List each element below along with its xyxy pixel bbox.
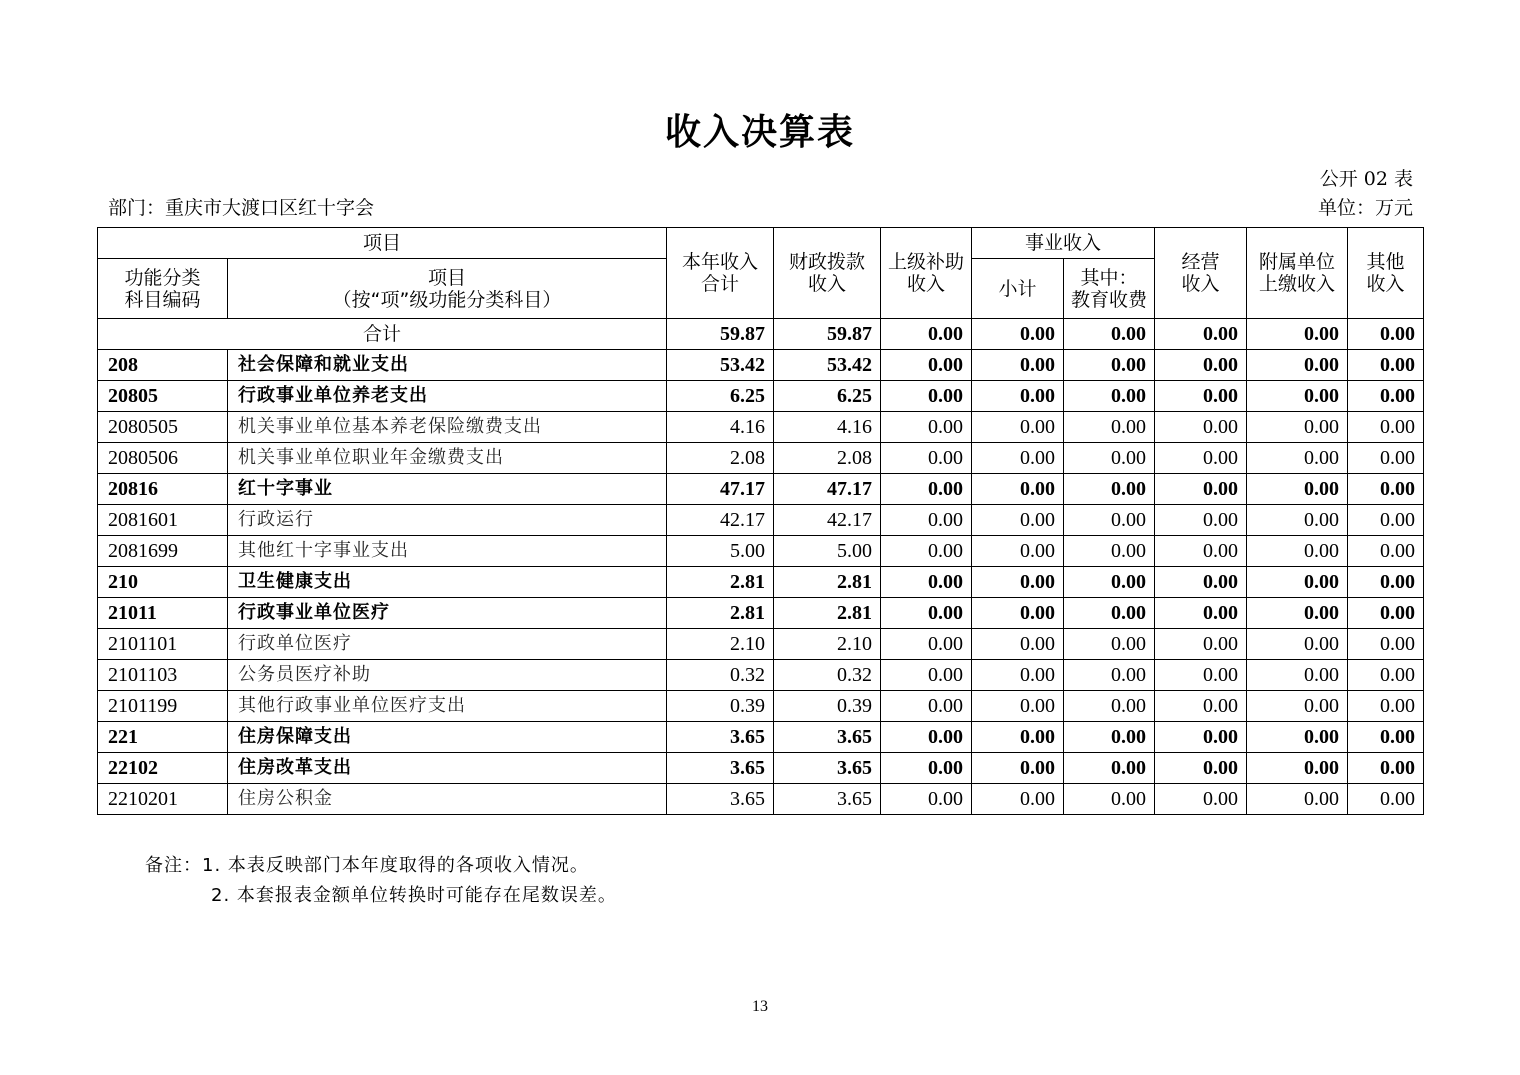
row-value: 0.00 <box>972 505 1064 536</box>
row-name: 社会保障和就业支出 <box>228 350 667 381</box>
row-value: 0.00 <box>972 474 1064 505</box>
row-value: 0.00 <box>972 412 1064 443</box>
row-value: 0.00 <box>881 691 972 722</box>
row-value: 0.00 <box>1064 629 1155 660</box>
row-code: 20816 <box>98 474 228 505</box>
page-title: 收入决算表 <box>664 112 855 153</box>
header-affiliate: 附属单位 上缴收入 <box>1247 228 1348 319</box>
row-value: 2.81 <box>774 567 881 598</box>
row-value: 4.16 <box>774 412 881 443</box>
row-value: 0.00 <box>881 660 972 691</box>
row-value: 0.39 <box>774 691 881 722</box>
row-code: 208 <box>98 350 228 381</box>
row-value: 0.00 <box>972 443 1064 474</box>
row-value: 0.00 <box>1155 722 1247 753</box>
row-value: 0.00 <box>881 474 972 505</box>
row-name: 住房改革支出 <box>228 753 667 784</box>
row-value: 0.00 <box>1348 784 1424 815</box>
total-row <box>98 319 1424 350</box>
row-value: 2.81 <box>667 567 774 598</box>
row-value: 3.65 <box>667 722 774 753</box>
table-row <box>98 629 1424 660</box>
table-row <box>98 474 1424 505</box>
row-value: 0.00 <box>1247 505 1348 536</box>
row-value: 0.32 <box>667 660 774 691</box>
row-value: 0.00 <box>1155 350 1247 381</box>
table-row <box>98 412 1424 443</box>
row-value: 0.00 <box>1064 660 1155 691</box>
row-value: 0.00 <box>972 567 1064 598</box>
row-value: 0.00 <box>1064 443 1155 474</box>
row-value: 0.32 <box>774 660 881 691</box>
total-label: 合计 <box>98 319 667 350</box>
row-name: 行政运行 <box>228 505 667 536</box>
row-value: 0.00 <box>1348 350 1424 381</box>
row-name: 行政事业单位养老支出 <box>228 381 667 412</box>
row-value: 2.08 <box>667 443 774 474</box>
header-education-fee: 其中： 教育收费 <box>1064 259 1155 319</box>
row-value: 0.00 <box>1155 567 1247 598</box>
header-business-group: 事业收入 <box>972 228 1155 259</box>
row-code: 2101199 <box>98 691 228 722</box>
row-value: 0.00 <box>1064 753 1155 784</box>
row-value: 0.00 <box>1064 536 1155 567</box>
table-row <box>98 753 1424 784</box>
row-value: 0.00 <box>1064 722 1155 753</box>
row-value: 47.17 <box>667 474 774 505</box>
header-other: 其他 收入 <box>1348 228 1424 319</box>
row-name: 公务员医疗补助 <box>228 660 667 691</box>
row-value: 0.00 <box>1247 443 1348 474</box>
row-value: 0.00 <box>1348 536 1424 567</box>
row-value: 0.00 <box>1155 784 1247 815</box>
row-name: 机关事业单位职业年金缴费支出 <box>228 443 667 474</box>
row-value: 0.00 <box>1247 660 1348 691</box>
total-cell: 0.00 <box>1064 319 1155 350</box>
row-code: 221 <box>98 722 228 753</box>
row-value: 0.00 <box>972 691 1064 722</box>
row-name: 行政单位医疗 <box>228 629 667 660</box>
row-value: 0.00 <box>1247 629 1348 660</box>
row-value: 0.00 <box>972 629 1064 660</box>
row-value: 2.08 <box>774 443 881 474</box>
row-value: 0.00 <box>972 381 1064 412</box>
row-value: 4.16 <box>667 412 774 443</box>
row-value: 0.00 <box>1155 660 1247 691</box>
row-code: 2080505 <box>98 412 228 443</box>
income-table <box>97 227 1424 815</box>
row-value: 0.00 <box>972 660 1064 691</box>
header-upper-subsidy: 上级补助 收入 <box>881 228 972 319</box>
row-value: 0.00 <box>1155 753 1247 784</box>
row-name: 行政事业单位医疗 <box>228 598 667 629</box>
row-value: 0.00 <box>1348 474 1424 505</box>
row-value: 0.00 <box>1155 474 1247 505</box>
row-value: 6.25 <box>774 381 881 412</box>
row-value: 3.65 <box>774 784 881 815</box>
row-value: 0.00 <box>1348 412 1424 443</box>
total-cell: 0.00 <box>1155 319 1247 350</box>
unit-label: 单位：万元 <box>1317 197 1413 219</box>
row-value: 0.00 <box>1247 598 1348 629</box>
row-value: 0.00 <box>881 722 972 753</box>
row-value: 0.00 <box>1348 505 1424 536</box>
row-value: 0.00 <box>881 753 972 784</box>
row-value: 0.00 <box>1247 691 1348 722</box>
table-row <box>98 536 1424 567</box>
row-value: 5.00 <box>774 536 881 567</box>
row-value: 0.00 <box>881 505 972 536</box>
row-value: 53.42 <box>667 350 774 381</box>
row-code: 2080506 <box>98 443 228 474</box>
row-code: 2081699 <box>98 536 228 567</box>
row-code: 20805 <box>98 381 228 412</box>
row-value: 0.00 <box>1064 784 1155 815</box>
table-row <box>98 381 1424 412</box>
row-name: 住房保障支出 <box>228 722 667 753</box>
row-value: 2.81 <box>667 598 774 629</box>
row-value: 0.00 <box>1155 691 1247 722</box>
row-value: 0.00 <box>1155 381 1247 412</box>
row-value: 0.00 <box>1247 381 1348 412</box>
table-body <box>98 319 1424 815</box>
header-fiscal: 财政拨款 收入 <box>774 228 881 319</box>
row-value: 0.00 <box>881 350 972 381</box>
row-value: 47.17 <box>774 474 881 505</box>
row-value: 0.39 <box>667 691 774 722</box>
row-value: 0.00 <box>1247 350 1348 381</box>
row-value: 0.00 <box>972 350 1064 381</box>
row-code: 21011 <box>98 598 228 629</box>
row-value: 2.10 <box>667 629 774 660</box>
row-code: 210 <box>98 567 228 598</box>
header-subtotal: 小计 <box>972 259 1064 319</box>
row-value: 0.00 <box>1348 722 1424 753</box>
row-value: 0.00 <box>972 536 1064 567</box>
row-value: 0.00 <box>881 567 972 598</box>
row-value: 0.00 <box>972 722 1064 753</box>
row-value: 0.00 <box>972 784 1064 815</box>
table-row <box>98 784 1424 815</box>
row-value: 0.00 <box>1155 598 1247 629</box>
total-cell: 59.87 <box>774 319 881 350</box>
row-value: 0.00 <box>972 598 1064 629</box>
row-value: 0.00 <box>1348 381 1424 412</box>
row-name: 其他红十字事业支出 <box>228 536 667 567</box>
row-value: 5.00 <box>667 536 774 567</box>
total-cell: 0.00 <box>972 319 1064 350</box>
header-operating: 经营 收入 <box>1155 228 1247 319</box>
table-row <box>98 567 1424 598</box>
row-value: 0.00 <box>1348 598 1424 629</box>
table-row <box>98 443 1424 474</box>
row-value: 0.00 <box>1348 567 1424 598</box>
row-value: 0.00 <box>1064 474 1155 505</box>
row-name: 机关事业单位基本养老保险缴费支出 <box>228 412 667 443</box>
row-value: 0.00 <box>1155 629 1247 660</box>
row-code: 2101101 <box>98 629 228 660</box>
row-name: 其他行政事业单位医疗支出 <box>228 691 667 722</box>
row-value: 0.00 <box>881 381 972 412</box>
row-value: 0.00 <box>1348 691 1424 722</box>
row-value: 6.25 <box>667 381 774 412</box>
row-value: 53.42 <box>774 350 881 381</box>
row-value: 0.00 <box>1348 443 1424 474</box>
row-value: 0.00 <box>1155 505 1247 536</box>
row-value: 0.00 <box>881 629 972 660</box>
header-total: 本年收入 合计 <box>667 228 774 319</box>
table-row <box>98 691 1424 722</box>
row-value: 0.00 <box>1064 381 1155 412</box>
total-cell: 59.87 <box>667 319 774 350</box>
row-value: 0.00 <box>1155 412 1247 443</box>
row-code: 2101103 <box>98 660 228 691</box>
table-row <box>98 598 1424 629</box>
row-value: 0.00 <box>1064 598 1155 629</box>
row-code: 2081601 <box>98 505 228 536</box>
row-value: 0.00 <box>1064 691 1155 722</box>
row-code: 22102 <box>98 753 228 784</box>
header-code: 功能分类 科目编码 <box>98 259 228 319</box>
row-name: 住房公积金 <box>228 784 667 815</box>
row-value: 0.00 <box>1247 412 1348 443</box>
row-name: 卫生健康支出 <box>228 567 667 598</box>
row-value: 0.00 <box>1247 567 1348 598</box>
row-value: 0.00 <box>881 784 972 815</box>
row-value: 0.00 <box>1348 660 1424 691</box>
row-value: 0.00 <box>1155 536 1247 567</box>
total-cell: 0.00 <box>1348 319 1424 350</box>
row-value: 0.00 <box>1064 350 1155 381</box>
table-number: 公开 02 表 <box>1319 168 1413 190</box>
row-value: 0.00 <box>1064 412 1155 443</box>
note-line-2: 2. 本套报表金额单位转换时可能存在尾数误差。 <box>211 885 617 906</box>
row-value: 0.00 <box>972 753 1064 784</box>
note-line-1: 备注：1. 本表反映部门本年度取得的各项收入情况。 <box>145 855 589 876</box>
row-value: 0.00 <box>1247 536 1348 567</box>
header-item: 项目 （按“项”级功能分类科目） <box>228 259 667 319</box>
total-cell: 0.00 <box>881 319 972 350</box>
table-row <box>98 722 1424 753</box>
header-item-group: 项目 <box>98 228 667 259</box>
table-row <box>98 660 1424 691</box>
row-value: 0.00 <box>1247 753 1348 784</box>
row-value: 0.00 <box>881 412 972 443</box>
row-value: 2.10 <box>774 629 881 660</box>
row-value: 42.17 <box>774 505 881 536</box>
row-value: 0.00 <box>1247 722 1348 753</box>
row-value: 0.00 <box>881 536 972 567</box>
row-value: 0.00 <box>1247 784 1348 815</box>
row-value: 3.65 <box>774 753 881 784</box>
row-code: 2210201 <box>98 784 228 815</box>
row-value: 3.65 <box>774 722 881 753</box>
table-row <box>98 350 1424 381</box>
row-value: 3.65 <box>667 753 774 784</box>
total-cell: 0.00 <box>1247 319 1348 350</box>
row-value: 0.00 <box>1348 753 1424 784</box>
row-value: 42.17 <box>667 505 774 536</box>
row-value: 0.00 <box>881 443 972 474</box>
row-value: 3.65 <box>667 784 774 815</box>
department-label: 部门：重庆市大渡口区红十字会 <box>108 197 375 219</box>
row-value: 0.00 <box>1348 629 1424 660</box>
row-value: 0.00 <box>1155 443 1247 474</box>
row-value: 0.00 <box>1064 505 1155 536</box>
row-name: 红十字事业 <box>228 474 667 505</box>
page-number: 13 <box>752 998 768 1015</box>
table-header <box>98 228 1424 319</box>
table-row <box>98 505 1424 536</box>
notes <box>145 851 617 911</box>
row-value: 0.00 <box>881 598 972 629</box>
row-value: 0.00 <box>1064 567 1155 598</box>
row-value: 0.00 <box>1247 474 1348 505</box>
row-value: 2.81 <box>774 598 881 629</box>
